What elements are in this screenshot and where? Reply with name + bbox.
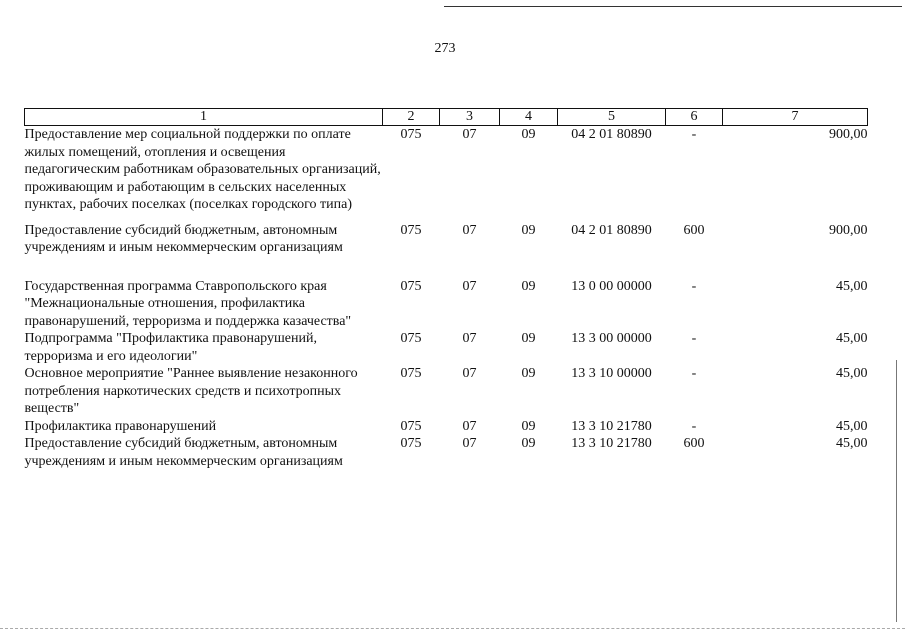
row-code-4: 09	[521, 127, 536, 142]
budget-table	[24, 108, 868, 470]
row-code-4: 09	[521, 436, 536, 451]
column-header-3: 3	[440, 109, 500, 126]
row-code-6: -	[691, 127, 697, 142]
row-code-3: 07	[462, 222, 477, 238]
row-code-5: 13 3 00 00000	[571, 331, 652, 346]
row-code-3: 07	[462, 331, 477, 346]
row-code-5: 04 2 01 80890	[571, 127, 652, 142]
row-code-2: 075	[400, 278, 422, 294]
column-header-2: 2	[383, 109, 440, 126]
row-amount: 900,00	[829, 222, 868, 238]
row-amount: 45,00	[836, 418, 868, 434]
row-code-2: 075	[400, 331, 422, 346]
row-name: Государственная программа Ставропольского края "Межнациональные отношения, профилактика правонарушений, терроризма и поддержка казачества"	[24, 278, 352, 329]
row-amount: 900,00	[829, 127, 868, 142]
page-number: 273	[434, 41, 456, 56]
column-header-1: 1	[25, 109, 383, 126]
table-row	[25, 418, 868, 436]
row-code-2: 075	[400, 436, 422, 451]
row-name: Предоставление субсидий бюджетным, автономным учреждениям и иным некоммерческим организациям	[24, 222, 343, 255]
row-code-2: 075	[400, 366, 422, 381]
row-code-6: -	[691, 278, 697, 294]
row-code-4: 09	[521, 366, 536, 381]
column-header-5: 5	[558, 109, 666, 126]
row-code-4: 09	[521, 418, 536, 434]
row-name: Предоставление мер социальной поддержки по оплате жилых помещений, отопления и освещения педагогическим работникам образовательных организаций, проживающим и работающим в сельских населенных пунктах, рабочих поселках (поселках городского типа)	[24, 127, 381, 212]
row-code-4: 09	[521, 331, 536, 346]
row-name: Профилактика правонарушений	[24, 418, 217, 434]
row-code-3: 07	[462, 418, 477, 434]
row-code-3: 07	[462, 436, 477, 451]
row-code-2: 075	[400, 127, 422, 142]
table-row	[25, 435, 868, 470]
row-amount: 45,00	[836, 331, 868, 346]
row-code-6: -	[691, 331, 697, 346]
row-name: Предоставление субсидий бюджетным, автономным учреждениям и иным некоммерческим организациям	[24, 436, 343, 469]
row-code-4: 09	[521, 278, 536, 294]
bottom-rule	[0, 628, 905, 629]
table-row	[25, 278, 868, 331]
row-code-6: -	[691, 418, 697, 434]
table-row	[25, 126, 868, 222]
column-header-4: 4	[500, 109, 558, 126]
row-code-6: 600	[683, 436, 705, 451]
row-code-5: 13 3 10 21780	[571, 436, 652, 451]
row-code-5: 04 2 01 80890	[571, 222, 652, 238]
table-header-row	[25, 109, 868, 126]
row-code-2: 075	[400, 222, 422, 238]
row-code-5: 13 3 10 21780	[571, 418, 652, 434]
row-code-3: 07	[462, 278, 477, 294]
row-amount: 45,00	[836, 436, 868, 451]
page-edge-line	[896, 360, 897, 622]
row-code-3: 07	[462, 127, 477, 142]
row-code-4: 09	[521, 222, 536, 238]
row-code-5: 13 0 00 00000	[571, 278, 652, 294]
row-amount: 45,00	[836, 278, 868, 294]
row-code-5: 13 3 10 00000	[571, 366, 652, 381]
row-name: Подпрограмма "Профилактика правонарушений, терроризма и его идеологии"	[24, 331, 317, 364]
table-row	[25, 222, 868, 278]
table-row	[25, 365, 868, 418]
row-code-2: 075	[400, 418, 422, 434]
column-header-6: 6	[666, 109, 723, 126]
table-row	[25, 330, 868, 365]
row-code-6: 600	[683, 222, 705, 238]
row-code-6: -	[691, 366, 697, 381]
row-name: Основное мероприятие "Раннее выявление незаконного потребления наркотических средств и психотропных веществ"	[24, 366, 358, 416]
row-amount: 45,00	[836, 366, 868, 381]
row-code-3: 07	[462, 366, 477, 381]
column-header-7: 7	[723, 109, 868, 126]
top-rule	[444, 6, 902, 7]
